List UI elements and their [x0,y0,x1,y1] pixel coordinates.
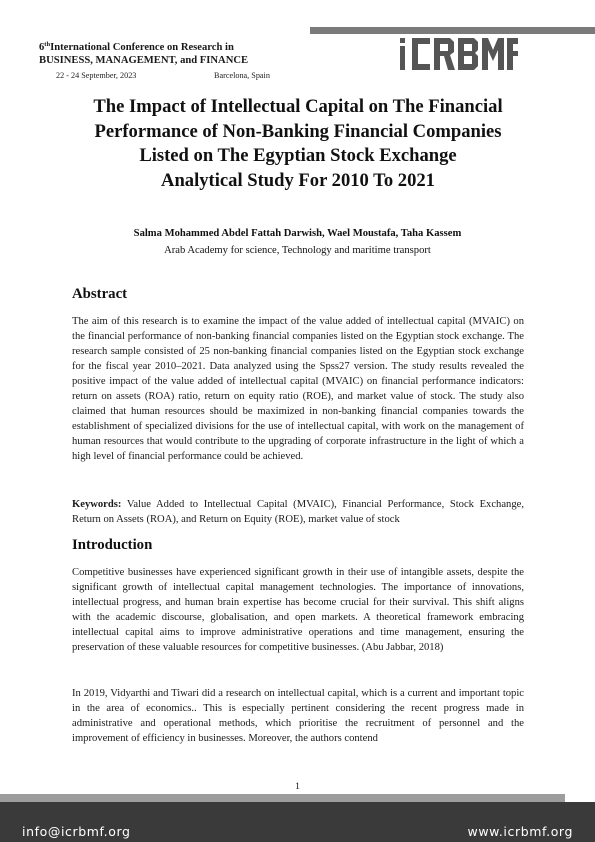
abstract-text: The aim of this research is to examine the impact of the value added of intellectual capital (MVAIC) on the financial performance of non-banking financial companies listed on the Egyptian stock exchange. The research sample consisted of 25 non-banking financial companies listed on the Egyptian stock exchange for the fiscal year 2010–2021. Data analyzed using the Spss27 version. The study results revealed the positive impact of the value added of intellectual capital (MVAIC) on financial performance indicators: return on assets (ROA) ratio, return on equity ratio (ROE), and market value of stock. The study also claimed that human resources should be maximized in non-banking financial companies towards the establishment of specialized divisions for the use of intellectual capital, with work on the management of human resources that would contribute to the upgrading of corporate infrastructure in the light of which a high level of financial performance could be achieved. [72,316,524,462]
conference-title [39,38,248,67]
footer-email-link[interactable]: info@icrbmf.org [22,824,131,839]
conference-ordinal-suffix: th [44,41,51,48]
conference-header [0,0,595,90]
icrbmf-logo [398,34,518,74]
introduction-paragraph-1: Competitive businesses have experienced significant growth in their use of intangible assets, despite the significant growth of intellectual capital management technologies. The importance of innovations, intellectual progress, and human brain expertise has become crucial for their survival. This shift aligns with the academic discourse, globalisation, and open markets. A theoretical framework embracing intellectual capital aims to improve administrative operations and time management, ensuring the preservation of these valuable resources for competitive businesses. (Abu Jabbar, 2018) [72,567,524,653]
conference-title-line1: International Conference on Research in [50,42,234,53]
paper-authors: Salma Mohammed Abdel Fattah Darwish, Wael Moustafa, Taha Kassem [133,228,462,239]
footer-website-link[interactable]: www.icrbmf.org [467,824,573,839]
conference-ordinal: 6 [39,42,45,53]
keywords-text: Value Added to Intellectual Capital (MVAIC), Financial Performance, Stock Exchange, Return on Assets (ROA), and Return on Equity (ROE), market value of stock [72,499,524,525]
conference-title-line2: BUSINESS, MANAGEMENT, and FINANCE [39,55,249,66]
footer-accent-stripe [0,794,565,802]
paper-title-line: Listed on The Egyptian Stock Exchange [139,145,457,166]
paper-title-line: Analytical Study For 2010 To 2021 [161,169,435,191]
footer-band [0,794,595,842]
introduction-heading: Introduction [72,537,153,553]
page-number: 1 [295,782,300,792]
header-accent-bar [310,27,595,34]
paper-title [48,95,548,193]
conference-location: Barcelona, Spain [214,71,270,80]
keywords-paragraph [72,497,524,527]
paper-title-line: Performance of Non-Banking Financial Companies [94,120,502,142]
abstract-heading: Abstract [72,286,128,302]
keywords-label: Keywords: [72,499,122,510]
author-affiliation: Arab Academy for science, Technology and maritime transport [164,245,431,256]
footer-bar [0,802,595,842]
paper-title-line: The Impact of Intellectual Capital on The Financial [93,96,503,117]
conference-dates: 22 - 24 September, 2023 [56,71,137,80]
introduction-paragraph-2: In 2019, Vidyarthi and Tiwari did a research on intellectual capital, which is a current and important topic in the area of economics.. This is especially pertinent considering the recent progress made in administrative and operational methods, which prioritise the recruitment of personnel and the improvement of efficiency in businesses. Moreover, the authors contend [72,688,524,744]
